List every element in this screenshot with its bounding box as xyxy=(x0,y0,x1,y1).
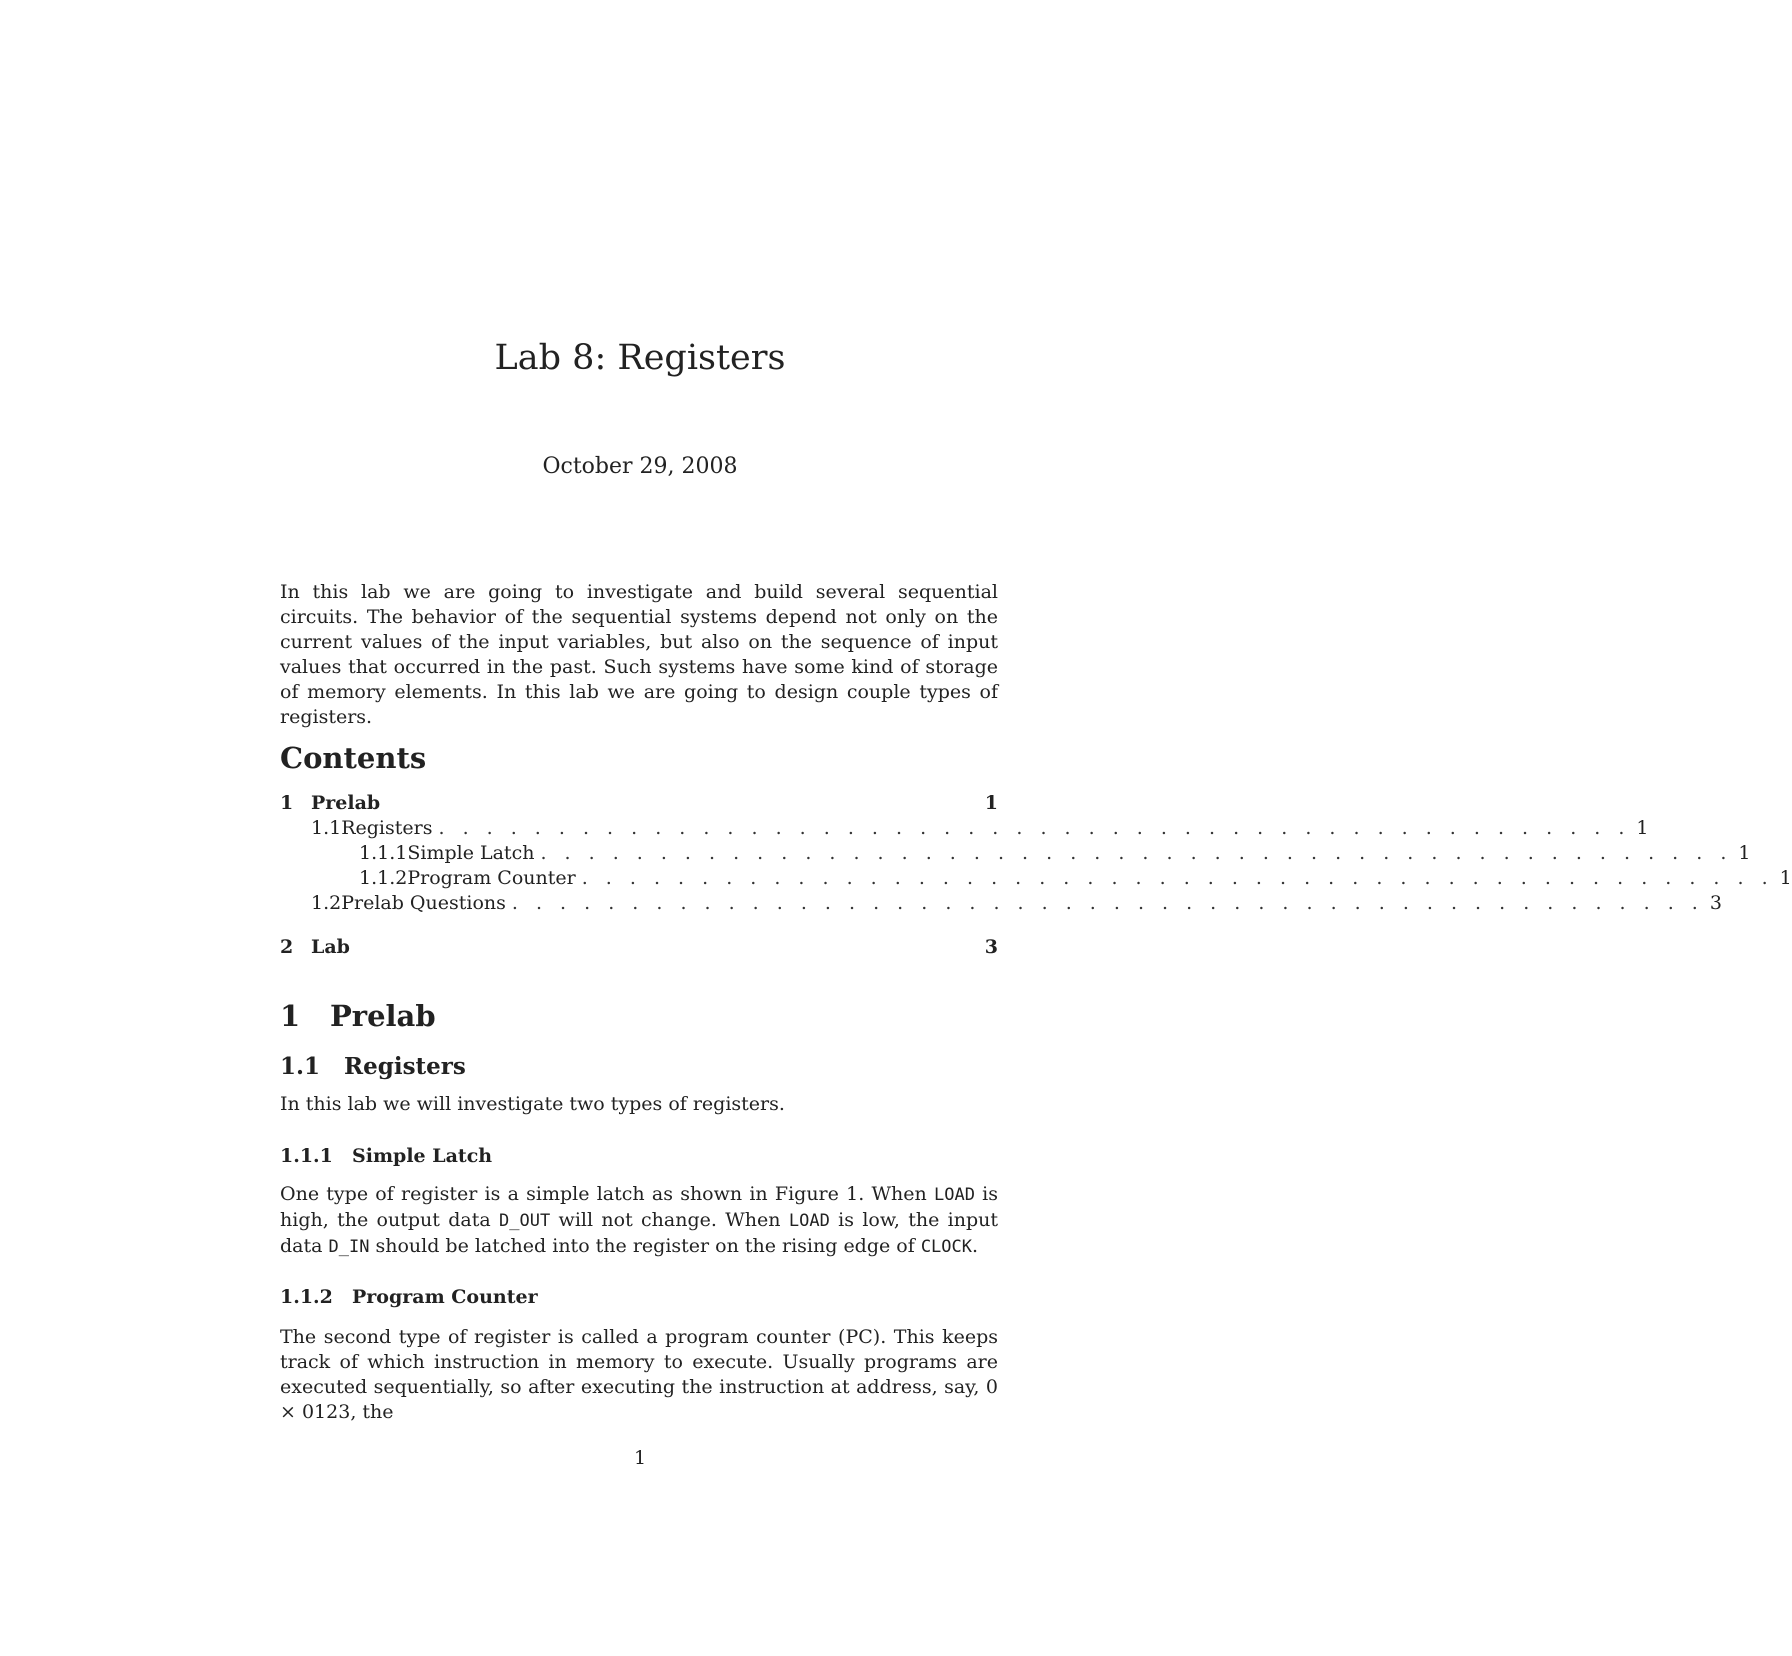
toc-entry-page: 1 xyxy=(1779,867,1792,889)
subsection-heading-registers xyxy=(280,1052,466,1082)
toc-leader-dots: . . . . . . . . . . . . . . . . . . . . . . . . . . . . . . . . . . . . . . . . . . . . . . . . . . xyxy=(511,892,1704,914)
paragraph-text: is low, the input data xyxy=(280,1209,999,1257)
toc-entry-page: 1 xyxy=(1636,817,1649,839)
toc-entry-simple-latch[interactable] xyxy=(280,841,1751,866)
subsection-title: Registers xyxy=(344,1053,466,1080)
toc-entry-label: Prelab Questions xyxy=(341,892,506,914)
program-counter-paragraph: The second type of register is called a program counter (PC). This keeps track of which instruction in memory to execute. Usually programs are executed sequentially, so after executing the instruction at address, say, 0 × 0123, the xyxy=(280,1326,998,1423)
toc-entry-lab[interactable] xyxy=(280,935,998,960)
subsection-number: 1.1 xyxy=(280,1053,321,1080)
code-clock: CLOCK xyxy=(920,1237,972,1257)
paragraph-text: will not change. When xyxy=(550,1209,789,1231)
toc-entry-label: Registers xyxy=(341,817,433,839)
toc-entry-label: Simple Latch xyxy=(407,842,535,864)
paragraph-text: should be latched into the register on the rising edge of xyxy=(369,1235,921,1257)
toc-entry-number: 2 xyxy=(280,936,294,958)
toc-entry-page: 3 xyxy=(984,936,998,958)
simple-latch-paragraph xyxy=(280,1182,998,1260)
toc-entry-page: 1 xyxy=(1738,842,1751,864)
toc-leader-dots: . . . . . . . . . . . . . . . . . . . . . . . . . . . . . . . . . . . . . . . . . . . . . . . . . . xyxy=(438,817,1631,839)
subsubsection-title: Simple Latch xyxy=(352,1145,493,1167)
toc-entry-label: Program Counter xyxy=(407,867,576,889)
code-d-in: D_IN xyxy=(328,1237,370,1257)
toc-entry-number: 1.1 xyxy=(311,817,342,839)
toc-entry-prelab-questions[interactable] xyxy=(280,891,1722,916)
toc-entry-label: Prelab xyxy=(311,792,381,814)
abstract-paragraph: In this lab we are going to investigate and build several sequential circuits. The behavior of the sequential systems depend not only on the current values of the input variables, but also on the sequence of input values that occurred in the past. Such systems have some kind of storage of memory elements. In this lab we are going to design couple types of registers. xyxy=(280,581,998,728)
subsubsection-heading-simple-latch xyxy=(280,1144,492,1169)
section-title: Prelab xyxy=(330,999,436,1033)
subsubsection-heading-program-counter xyxy=(280,1285,538,1310)
paragraph-text: is high, the output data xyxy=(280,1183,999,1231)
paragraph-text: One type of register is a simple latch as shown in Figure 1. When xyxy=(280,1183,934,1205)
page-number: 1 xyxy=(633,1447,647,1469)
section-number: 1 xyxy=(280,999,301,1033)
toc-entry-number: 1.1.2 xyxy=(359,867,408,889)
contents-heading: Contents xyxy=(280,741,427,775)
subsubsection-number: 1.1.1 xyxy=(280,1145,333,1167)
document-date: October 29, 2008 xyxy=(542,454,738,479)
toc-entry-page: 3 xyxy=(1709,892,1722,914)
toc-entry-registers[interactable] xyxy=(280,816,1649,841)
toc-entry-page: 1 xyxy=(984,792,998,814)
toc-entry-prelab[interactable] xyxy=(280,791,998,816)
subsubsection-title: Program Counter xyxy=(352,1286,538,1308)
section-heading-prelab xyxy=(280,998,436,1034)
toc-entry-number: 1.1.1 xyxy=(359,842,408,864)
toc-entry-program-counter[interactable] xyxy=(280,866,1792,891)
toc-entry-number: 1.2 xyxy=(311,892,342,914)
document-title: Lab 8: Registers xyxy=(494,338,786,378)
toc-leader-dots: . . . . . . . . . . . . . . . . . . . . . . . . . . . . . . . . . . . . . . . . . . . . . . . . . . xyxy=(581,867,1774,889)
paragraph-text: . xyxy=(972,1235,979,1257)
subsubsection-number: 1.1.2 xyxy=(280,1286,333,1308)
toc-entry-number: 1 xyxy=(280,792,294,814)
toc-entry-label: Lab xyxy=(311,936,350,958)
toc-leader-dots: . . . . . . . . . . . . . . . . . . . . . . . . . . . . . . . . . . . . . . . . . . . . . . . . . . xyxy=(540,842,1733,864)
code-load: LOAD xyxy=(788,1211,830,1231)
code-load: LOAD xyxy=(933,1185,975,1205)
code-d-out: D_OUT xyxy=(499,1211,551,1231)
registers-paragraph: In this lab we will investigate two types of registers. xyxy=(280,1093,785,1115)
